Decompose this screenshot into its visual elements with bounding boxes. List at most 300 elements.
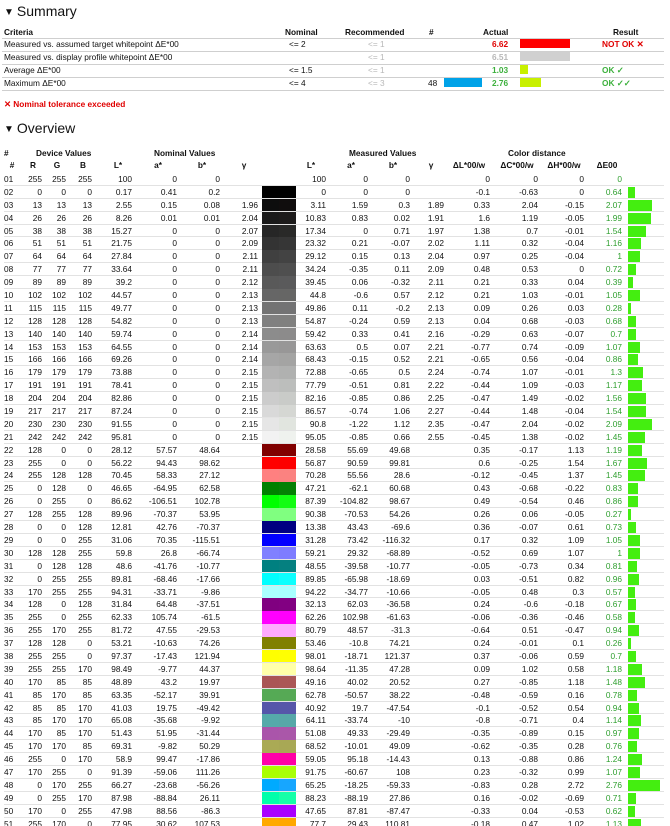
cell-dc: -0.52	[519, 702, 538, 713]
criteria-label: Maximum ΔE*00	[4, 78, 66, 88]
cell-nb: 0	[215, 354, 220, 365]
nominal-swatch	[262, 792, 279, 804]
nominal-swatch	[262, 482, 279, 494]
cell-nl: 73.88	[111, 367, 132, 378]
cell-r: 0	[37, 496, 42, 507]
cell-dl: -0.29	[471, 328, 490, 339]
cell-de: 0.67	[605, 599, 622, 610]
cell-mb: 20.52	[389, 676, 410, 687]
cell-na: -9.77	[158, 663, 177, 674]
cell-b: 0	[87, 496, 92, 507]
cell-dl: 0.09	[473, 302, 490, 313]
cell-de: 0.83	[605, 483, 622, 494]
cell-dl: 0.03	[473, 573, 490, 584]
cell-b: 255	[78, 805, 92, 816]
cell-g: 89	[56, 277, 66, 288]
cell-mb: 0.41	[393, 328, 410, 339]
cell-g: 255	[52, 792, 66, 803]
cell-r: 242	[28, 431, 42, 442]
cell-ng: 2.04	[241, 212, 258, 223]
delta-e-bar	[628, 819, 641, 826]
cell-r: 255	[28, 174, 42, 184]
cell-nl: 98.49	[111, 663, 132, 674]
table-row	[4, 663, 664, 676]
cell-nl: 97.37	[111, 650, 132, 661]
delta-e-bar	[628, 715, 641, 726]
cell-nb: 0	[215, 290, 220, 301]
cell-mb: 0.11	[394, 264, 410, 275]
cell-num: 11	[4, 302, 13, 313]
cell-r: 64	[32, 251, 42, 262]
cell-nb: 0	[215, 264, 220, 275]
nominal-swatch	[262, 650, 279, 662]
table-row	[4, 676, 664, 689]
cell-na: -10.63	[153, 638, 177, 649]
cell-num: 28	[4, 522, 14, 533]
measured-swatch	[279, 379, 296, 391]
summary-row	[4, 65, 664, 76]
cell-ma: 0.15	[351, 251, 368, 262]
table-row	[4, 431, 664, 444]
delta-e-bar	[628, 599, 636, 610]
cell-dh: 0.28	[567, 741, 584, 752]
header-nominal-values: Nominal Values	[154, 148, 216, 158]
cell-g: 191	[52, 380, 66, 391]
cell-g: 255	[52, 509, 66, 520]
cell-g: 153	[52, 341, 66, 352]
cell-r: 85	[32, 702, 42, 713]
cell-r: 204	[28, 393, 42, 404]
cell-nl: 59.74	[111, 328, 132, 339]
measured-swatch	[279, 392, 296, 404]
nominal-swatch	[262, 611, 279, 623]
cell-dc: 1.48	[521, 406, 538, 417]
nominal-swatch	[262, 702, 279, 714]
cell-ma: 19.7	[351, 702, 368, 713]
cell-nb: -29.53	[196, 625, 220, 636]
cell-ma: -1.22	[349, 418, 368, 429]
cell-nb: 0	[215, 393, 220, 404]
table-row	[4, 315, 664, 328]
measured-swatch	[279, 689, 296, 701]
cell-mb: 54.26	[389, 509, 410, 520]
table-row	[4, 598, 664, 611]
cell-ma: -18.25	[344, 779, 368, 790]
cell-nl: 41.03	[111, 702, 132, 713]
cell-dl: -0.33	[471, 805, 490, 816]
nominal-swatch	[262, 341, 279, 353]
nominal-swatch	[262, 727, 279, 739]
cell-num: 01	[4, 174, 14, 184]
cell-na: 0	[172, 277, 177, 288]
cell-dl: 0.36	[473, 522, 490, 533]
summary-header-row	[4, 27, 664, 37]
cell-g: 255	[52, 586, 66, 597]
cell-nl: 54.82	[111, 315, 132, 326]
cell-b: 255	[78, 547, 92, 558]
table-row	[4, 560, 664, 573]
cell-ng: 2.09	[241, 238, 258, 249]
cell-dl: 0.43	[473, 483, 490, 494]
cell-nb: 0	[215, 225, 220, 236]
cell-mb: 0.07	[393, 341, 410, 352]
cell-dh: 1.18	[567, 676, 584, 687]
cell-na: 88.56	[156, 805, 177, 816]
cell-dc: 2.04	[521, 199, 538, 210]
summary-heading[interactable]: ▼ Summary	[4, 3, 77, 19]
table-row	[4, 482, 664, 495]
cell-dh: 0.99	[567, 766, 584, 777]
cell-r: 191	[28, 380, 42, 391]
cell-nb: 27.12	[199, 470, 220, 481]
cell-num: 15	[4, 354, 14, 365]
cell-g: 0	[61, 534, 66, 545]
cell-num: 13	[4, 328, 14, 339]
cell-ma: 95.18	[347, 754, 368, 765]
cell-ma: 90.59	[347, 457, 368, 468]
cell-dh: 0.1	[572, 638, 584, 649]
cell-de: 0.94	[605, 625, 622, 636]
cell-b: 77	[82, 264, 92, 275]
cell-dl: 0.23	[473, 766, 490, 777]
cell-ml: 64.11	[305, 715, 326, 726]
patch-swatch	[444, 78, 482, 87]
nominal-swatch	[262, 212, 279, 224]
cell-ml: 10.83	[305, 212, 326, 223]
cell-num: 40	[4, 676, 14, 687]
cell-nl: 70.45	[111, 470, 132, 481]
delta-e-bar	[628, 587, 635, 598]
patch-number: 48	[428, 78, 438, 88]
cell-ml: 47.65	[305, 805, 326, 816]
nominal-swatch	[262, 805, 279, 817]
delta-e-bar	[628, 638, 631, 649]
cell-nb: -37.51	[196, 599, 220, 610]
cell-num: 33	[4, 586, 14, 597]
cell-num: 12	[4, 315, 14, 326]
delta-e-bar	[628, 290, 640, 301]
cell-g: 255	[52, 573, 66, 584]
cell-b: 170	[78, 715, 92, 726]
cell-ml: 3.11	[310, 199, 326, 210]
cell-g: 255	[52, 650, 66, 661]
measured-swatch	[279, 302, 296, 314]
cell-mb: 0.3	[398, 199, 410, 210]
cell-na: -17.43	[153, 650, 177, 661]
collapse-arrow-icon[interactable]: ▼	[4, 7, 14, 18]
delta-e-bar	[628, 625, 639, 636]
nominal-swatch	[262, 766, 279, 778]
cell-de: 1.05	[605, 290, 622, 301]
cell-nb: 62.58	[199, 483, 220, 494]
cell-nb: 0.2	[208, 186, 220, 197]
cell-g: 217	[52, 406, 66, 417]
cell-de: 0.97	[605, 728, 622, 739]
delta-e-bar	[628, 329, 636, 340]
cell-ma: -104.82	[339, 496, 368, 507]
cell-b: 255	[78, 573, 92, 584]
cell-r: 255	[28, 663, 42, 674]
cell-na: -35.68	[153, 715, 177, 726]
table-row	[4, 495, 664, 508]
nominal-swatch	[262, 534, 279, 546]
table-row	[4, 418, 664, 431]
cell-ma: 102.98	[342, 612, 368, 623]
measured-swatch	[279, 753, 296, 765]
delta-e-bar	[628, 651, 636, 662]
cell-de: 0.72	[605, 264, 622, 275]
col-header-dl: ΔL*00/w	[452, 160, 486, 170]
cell-b: 128	[78, 599, 92, 610]
cell-g: 179	[52, 367, 66, 378]
cell-dh: -0.47	[565, 625, 584, 636]
cell-num: 44	[4, 728, 14, 739]
cell-nl: 0.17	[115, 186, 132, 197]
cell-num: 32	[4, 573, 14, 584]
cell-ma: -50.57	[344, 689, 368, 700]
cell-na: 0	[172, 251, 177, 262]
cell-nl: 87.24	[111, 406, 132, 417]
col-header-dc: ΔC*00/w	[500, 160, 534, 170]
cell-mb: 74.21	[389, 638, 410, 649]
cell-mb: -116.32	[382, 534, 410, 545]
cell-dl: -0.77	[471, 341, 490, 352]
cell-num: 31	[4, 560, 14, 571]
cell-g: 128	[52, 638, 66, 649]
cell-ml: 88.23	[305, 792, 326, 803]
cell-ml: 91.75	[305, 766, 326, 777]
nominal-swatch	[262, 366, 279, 378]
header-recommended: Recommended	[345, 27, 405, 37]
cell-ml: 62.26	[305, 612, 326, 623]
cell-dh: -0.02	[565, 393, 584, 404]
cell-b: 230	[78, 418, 92, 429]
cell-ma: -0.15	[349, 354, 368, 365]
cell-mg: 2.12	[427, 290, 444, 301]
cell-ml: 94.22	[305, 586, 326, 597]
cell-na: 70.35	[156, 534, 177, 545]
measured-swatch	[279, 328, 296, 340]
nominal-swatch	[262, 237, 279, 249]
cell-mb: 0	[405, 174, 410, 184]
table-row	[4, 199, 664, 212]
cell-dl: 0.13	[473, 754, 490, 765]
cell-mb: 49.68	[389, 444, 410, 455]
cell-num: 35	[4, 612, 14, 623]
recommended-value: <= 1	[368, 65, 385, 75]
delta-e-bar	[628, 342, 640, 353]
delta-e-bar	[628, 754, 642, 765]
cell-de: 1.67	[605, 457, 622, 468]
cell-ml: 65.25	[305, 779, 326, 790]
cell-r: 128	[28, 315, 42, 326]
cell-nb: 0	[215, 174, 220, 184]
cell-nl: 66.27	[111, 779, 132, 790]
table-row	[4, 212, 664, 225]
cell-de: 0.86	[605, 496, 622, 507]
cell-dh: -0.04	[565, 251, 584, 262]
cell-dc: 0.26	[521, 302, 538, 313]
cell-de: 0.76	[605, 741, 622, 752]
cell-dc: -0.89	[519, 728, 538, 739]
cell-dc: 1.02	[521, 663, 538, 674]
cell-na: 0	[172, 238, 177, 249]
cell-dc: 0.25	[521, 251, 538, 262]
header-result: Result	[613, 27, 639, 37]
cell-ml: 23.32	[305, 238, 326, 249]
delta-e-bar	[628, 238, 641, 249]
cell-r: 85	[32, 689, 42, 700]
cell-dl: -0.35	[471, 728, 490, 739]
delta-e-bar	[628, 470, 645, 481]
cell-r: 255	[28, 457, 42, 468]
col-header-ma: a*	[347, 160, 355, 170]
cell-num: 03	[4, 199, 14, 210]
delta-e-bar	[628, 483, 638, 494]
cell-dh: -0.04	[565, 406, 584, 417]
delta-e-bar	[628, 303, 631, 314]
cell-nb: 0	[215, 302, 220, 313]
cell-nb: 0	[215, 341, 220, 352]
delta-e-bar	[628, 251, 640, 262]
cell-mb: 0.86	[393, 393, 410, 404]
cell-de: 0.78	[605, 689, 622, 700]
cell-b: 13	[82, 199, 92, 210]
cell-mb: 0.59	[393, 315, 410, 326]
cell-dl: -0.52	[471, 547, 490, 558]
cell-g: 255	[52, 496, 66, 507]
cell-dh: -0.01	[565, 290, 584, 301]
cell-de: 0.27	[605, 509, 622, 520]
recommended-value: <= 1	[368, 52, 385, 62]
cell-nl: 8.26	[115, 212, 132, 223]
cell-g: 230	[52, 418, 66, 429]
cell-dc: -0.63	[519, 186, 538, 197]
cell-ma: -33.74	[344, 715, 368, 726]
cell-g: 85	[56, 676, 66, 687]
cell-nl: 62.33	[111, 612, 132, 623]
cell-na: 0.15	[160, 199, 177, 210]
cell-dc: -0.71	[519, 715, 538, 726]
nominal-swatch	[262, 779, 279, 791]
table-row	[4, 353, 664, 366]
cell-ma: 0	[363, 186, 368, 197]
cell-mb: 110.81	[385, 818, 410, 826]
col-header-g: G	[53, 160, 61, 170]
overview-heading[interactable]: ▼ Overview	[4, 120, 76, 136]
cell-mb: 60.68	[389, 483, 410, 494]
cell-g: 128	[52, 470, 66, 481]
cell-num: 25	[4, 483, 14, 494]
delta-e-bar	[628, 419, 652, 430]
cell-ml: 17.34	[305, 225, 326, 236]
nominal-swatch	[262, 547, 279, 559]
cell-ml: 59.42	[305, 328, 326, 339]
cell-ml: 95.05	[305, 431, 326, 442]
cell-mg: 1.97	[427, 225, 444, 236]
cell-na: -64.95	[153, 483, 177, 494]
delta-e-bar	[628, 316, 636, 327]
cell-b: 170	[78, 663, 92, 674]
measured-swatch	[279, 289, 296, 301]
cell-mg: 2.02	[427, 238, 444, 249]
cell-na: 94.43	[156, 457, 177, 468]
cell-ml: 29.12	[305, 251, 326, 262]
cell-na: -23.68	[153, 779, 177, 790]
table-row	[4, 611, 664, 624]
cell-dh: -0.15	[565, 199, 584, 210]
cell-dh: -0.53	[565, 805, 584, 816]
cell-num: 42	[4, 702, 14, 713]
collapse-arrow-icon[interactable]: ▼	[4, 124, 14, 135]
table-row	[4, 547, 664, 560]
cell-dh: -0.04	[565, 354, 584, 365]
cell-ma: 55.69	[347, 444, 368, 455]
cell-b: 85	[82, 689, 92, 700]
cell-r: 0	[37, 792, 42, 803]
cell-dh: 0	[579, 264, 584, 275]
cell-dl: -0.62	[471, 741, 490, 752]
cell-nb: -49.42	[196, 702, 220, 713]
cell-mb: -31.3	[391, 625, 410, 636]
measured-swatch	[279, 212, 296, 224]
measured-swatch	[279, 598, 296, 610]
cell-dh: 0.61	[567, 522, 584, 533]
cell-g: 0	[61, 186, 66, 197]
cell-mb: 98.67	[389, 496, 410, 507]
cell-ml: 62.78	[305, 689, 326, 700]
col-header-b: B	[80, 160, 86, 170]
table-row	[4, 186, 664, 199]
cell-r: 0	[37, 186, 42, 197]
cell-de: 1.24	[605, 754, 622, 765]
cell-na: -70.37	[153, 509, 177, 520]
cell-ng: 2.15	[241, 418, 258, 429]
cell-ma: -60.67	[344, 766, 368, 777]
cell-mg: 2.24	[427, 367, 444, 378]
cell-num: 51	[4, 818, 14, 826]
nominal-swatch	[262, 740, 279, 752]
cell-r: 128	[28, 599, 42, 610]
cell-nb: 121.94	[194, 650, 220, 661]
cell-r: 0	[37, 522, 42, 533]
cell-ma: 1.59	[351, 199, 368, 210]
table-row	[4, 753, 664, 766]
cell-ma: 0.83	[351, 212, 368, 223]
cell-nl: 21.75	[111, 238, 132, 249]
header-nominal: Nominal	[285, 27, 318, 37]
cell-b: 128	[78, 509, 92, 520]
cell-nb: -17.86	[196, 754, 220, 765]
cell-dl: 0.37	[473, 650, 490, 661]
cell-dl: -0.83	[471, 779, 490, 790]
cell-na: -33.71	[153, 586, 177, 597]
cell-na: -9.82	[158, 741, 177, 752]
cell-dh: -0.22	[565, 483, 584, 494]
cell-de: 1.17	[605, 380, 622, 391]
table-row	[4, 276, 664, 289]
table-row	[4, 289, 664, 302]
cell-num: 34	[4, 599, 14, 610]
cell-ml: 86.57	[305, 406, 326, 417]
cell-ma: -11.35	[345, 663, 368, 674]
cell-ng: 2.13	[241, 290, 258, 301]
cell-de: 1.16	[605, 238, 622, 249]
cell-r: 13	[32, 199, 42, 210]
delta-e-bar	[628, 187, 635, 198]
table-row	[4, 779, 664, 792]
cell-ma: -0.65	[349, 367, 368, 378]
